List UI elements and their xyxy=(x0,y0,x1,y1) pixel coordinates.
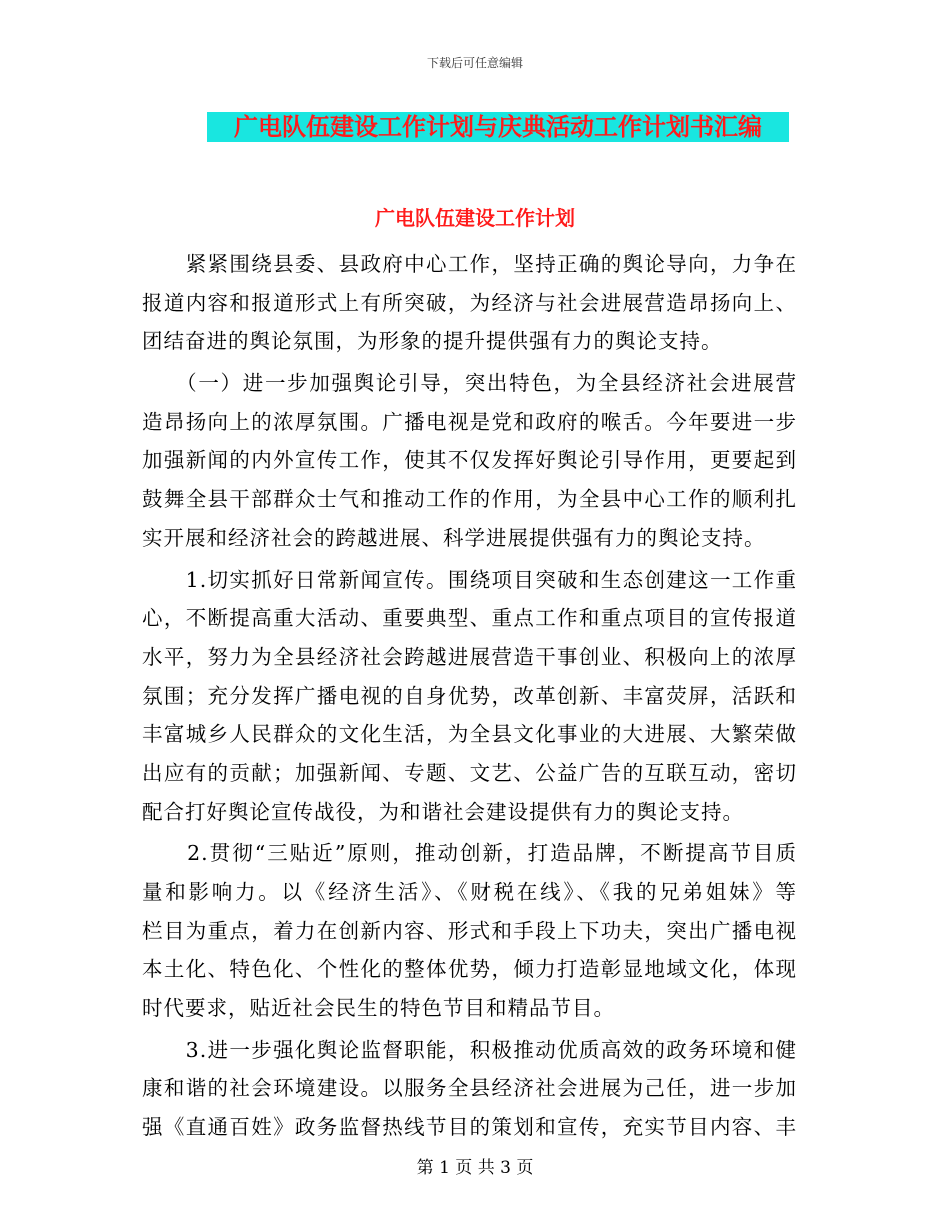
section-title: 广电队伍建设工作计划 xyxy=(375,206,575,230)
text-line: 团结奋进的舆论氛围，为形象的提升提供强有力的舆论支持。 xyxy=(142,329,723,354)
paragraph xyxy=(142,364,797,557)
paragraph xyxy=(142,1031,797,1147)
body-text xyxy=(142,245,797,1147)
header-note: 下载后可任意编辑 xyxy=(426,56,523,70)
text-line: 量和影响力。以《经济生活》、《财税在线》、《我的兄弟姐妹》等 xyxy=(142,880,797,904)
paragraph xyxy=(142,834,797,1027)
text-line: 氛围；充分发挥广播电视的自身优势，改革创新、丰富荧屏，活跃和 xyxy=(142,683,797,708)
text-line: 报道内容和报道形式上有所突破，为经济与社会进展营造昂扬向上、 xyxy=(142,290,797,315)
text-line: 水平，努力为全县经济社会跨越进展营造干事创业、积极向上的浓厚 xyxy=(142,644,797,669)
text-line: 鼓舞全县干部群众士气和推动工作的作用，为全县中心工作的顺利扎 xyxy=(142,487,797,512)
text-line: 加强新闻的内外宣传工作，使其不仅发挥好舆论引导作用，更要起到 xyxy=(142,448,797,473)
text-line: 丰富城乡人民群众的文化生活，为全县文化事业的大进展、大繁荣做 xyxy=(142,722,797,747)
text-line: 心，不断提高重大活动、重要典型、重点工作和重点项目的宣传报道 xyxy=(142,606,797,631)
text-line: （一）进一步加强舆论引导，突出特色，为全县经济社会进展营 xyxy=(142,371,797,396)
text-line: 出应有的贡献；加强新闻、专题、文艺、公益广告的互联互动，密切 xyxy=(142,760,797,785)
paragraph xyxy=(142,561,797,832)
text-line: 栏目为重点，着力在创新内容、形式和手段上下功夫，突出广播电视 xyxy=(142,918,797,943)
text-line: 造昂扬向上的浓厚氛围。广播电视是党和政府的喉舌。今年要进一步 xyxy=(142,409,797,434)
text-line: 康和谐的社会环境建设。以服务全县经济社会进展为己任，进一步加 xyxy=(142,1076,797,1101)
text-line: 实开展和经济社会的跨越进展、科学进展提供强有力的舆论支持。 xyxy=(142,525,766,550)
text-line: 2.贯彻“三贴近”原则，推动创新，打造品牌，不断提高节目质 xyxy=(142,841,797,866)
document-title: 广电队伍建设工作计划与庆典活动工作计划书汇编 xyxy=(207,112,789,142)
page-number-footer: 第 1 页 共 3 页 xyxy=(416,1158,534,1178)
text-line: 强《直通百姓》政务监督热线节目的策划和宣传，充实节目内容、丰 xyxy=(142,1115,797,1140)
paragraph xyxy=(142,245,797,361)
text-line: 1.切实抓好日常新闻宣传。围绕项目突破和生态创建这一工作重 xyxy=(142,567,797,592)
text-line: 配合打好舆论宣传战役，为和谐社会建设提供有力的舆论支持。 xyxy=(142,799,744,824)
text-line: 本土化、特色化、个性化的整体优势，倾力打造彰显地域文化，体现 xyxy=(142,957,797,982)
text-line: 紧紧围绕县委、县政府中心工作，坚持正确的舆论导向，力争在 xyxy=(142,252,797,276)
text-line: 3.进一步强化舆论监督职能，积极推动优质高效的政务环境和健 xyxy=(142,1037,797,1062)
text-line: 时代要求，贴近社会民生的特色节目和精品节目。 xyxy=(142,996,615,1021)
